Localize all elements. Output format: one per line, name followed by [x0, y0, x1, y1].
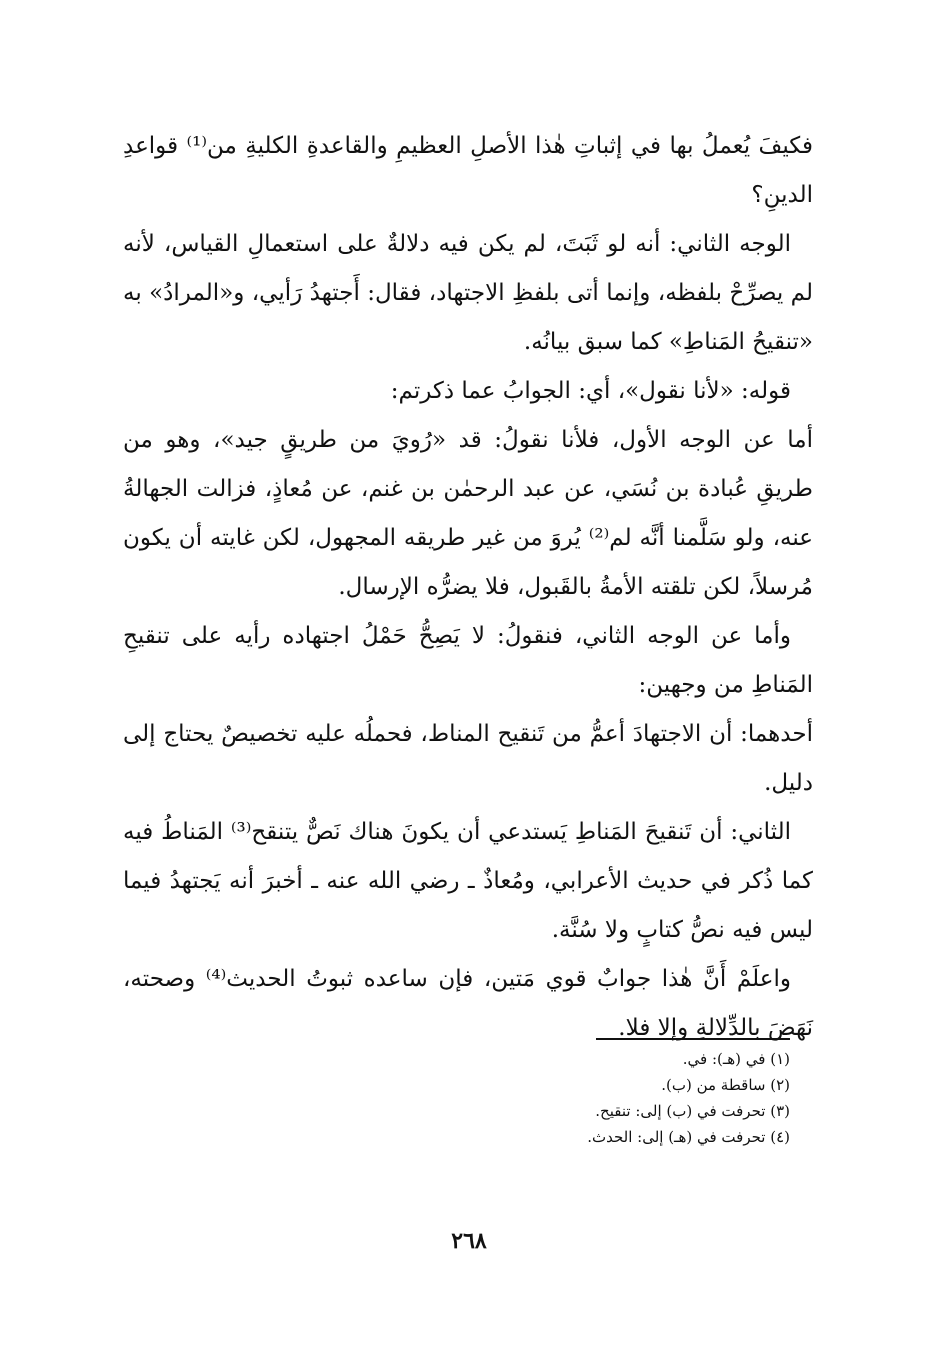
paragraph-1: فكيفَ يُعملُ بها في إثباتِ هٰذا الأصلِ العظيمِ والقاعدةِ الكليةِ من⁽¹⁾ قواعدِ الدينِ؟	[123, 133, 813, 208]
paragraph-5: وأما عن الوجه الثاني، فنقولُ: لا يَصِحُّ حَمْلُ اجتهاده رأيه على تنقيحِ المَناطِ من وجهين:	[123, 623, 813, 698]
page-number: ٢٦٨	[451, 1228, 487, 1254]
footnote-separator	[596, 1038, 790, 1040]
footnote-2: (٢) ساقطة من (ب).	[661, 1076, 790, 1094]
paragraph-4: أما عن الوجه الأول، فلأنا نقولُ: قد «رُويَ من طريقٍ جيد»، وهو من طريقِ عُبادة بن نُسَي، عن عبد الرحمٰن بن غنم، عن مُعاذٍ، فزالت الجهالةُ عنه، ولو سَلَّمنا أنَّه لم⁽²⁾ يُروَ من غير طريقه المجهول، لكن غايته أن يكون مُرسلاً، لكن تلقته الأمةُ بالقَبول، فلا يضرُّه الإرسال.	[123, 427, 813, 600]
paragraph-7: الثاني: أن تَنقيحَ المَناطِ يَستدعي أن يكونَ هناك نَصٌّ يتنقح⁽³⁾ المَناطُ فيه كما ذُكر في حديث الأعرابي، ومُعاذٌ ـ رضي الله عنه ـ أخبرَ أنه يَجتهدُ فيما ليس فيه نصُّ كتابٍ ولا سُنَّة.	[123, 819, 813, 943]
paragraph-6: أحدهما: أن الاجتهادَ أعمُّ من تَنقيح المناط، فحملُه عليه تخصيصٌ يحتاج إلى دليل.	[123, 721, 813, 796]
paragraph-2: الوجه الثاني: أنه لو ثَبَتَ، لم يكن فيه دلالةٌ على استعمالِ القياس، لأنه لم يصرِّحْ بلفظه، وإنما أتى بلفظِ الاجتهاد، فقال: أَجتهدُ رَأيي، و«المرادُ» به «تنقيحُ المَناطِ» كما سبق بيانُه.	[123, 231, 813, 355]
main-text	[123, 122, 813, 1053]
footnotes	[370, 1046, 790, 1150]
paragraph-8: واعلَمْ أَنَّ هٰذا جوابٌ قوي مَتين، فإن ساعده ثبوتُ الحديث⁽⁴⁾ وصحته، نَهَضَ بالدِّلالةِ وإلا فلا.	[123, 966, 813, 1041]
footnote-3: (٣) تحرفت في (ب) إلى: تنقيح.	[595, 1102, 790, 1120]
paragraph-3: قوله: «لأنا نقول»، أي: الجوابُ عما ذكرتم:	[390, 378, 791, 404]
footnote-1: (١) في (هـ): في.	[682, 1050, 790, 1068]
footnote-4: (٤) تحرفت في (هـ) إلى: الحدث.	[587, 1128, 790, 1146]
